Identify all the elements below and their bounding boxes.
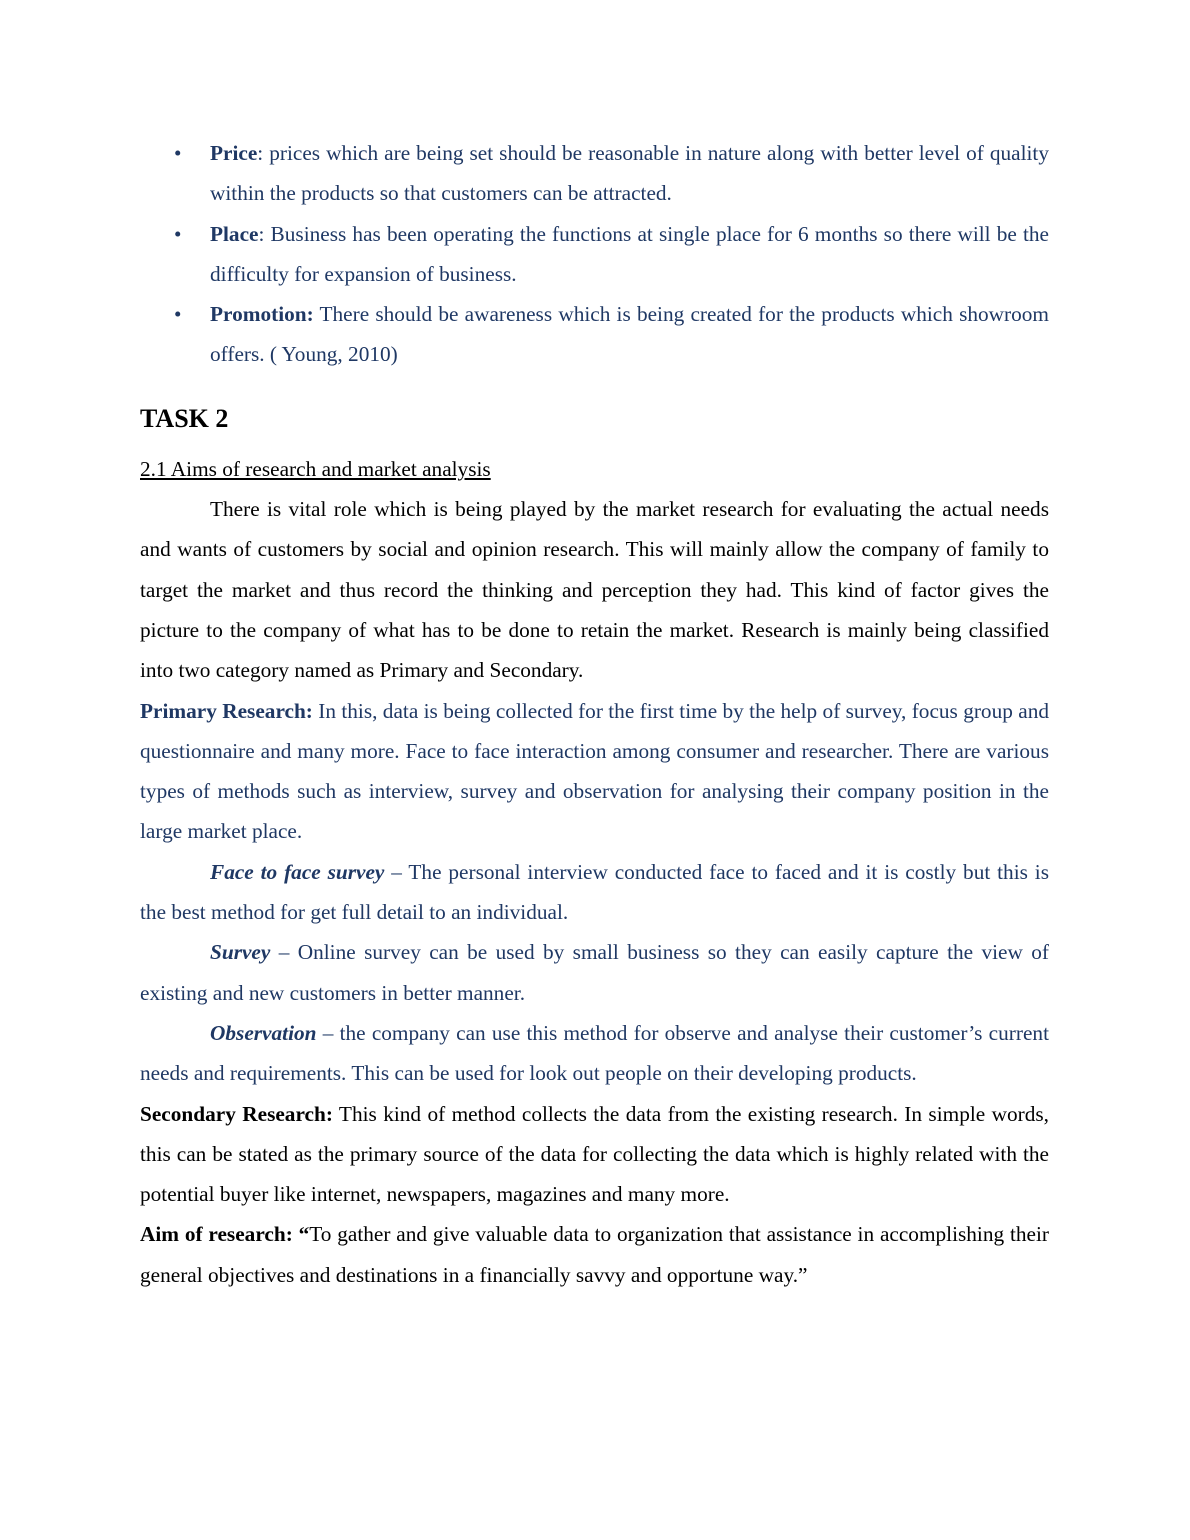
term-place: Place — [210, 221, 259, 246]
list-item-price: • Price: prices which are being set should be reasonable in nature along with better level of quality within the products so that customers can be attracted. — [140, 133, 1049, 214]
bullet-icon: • — [174, 302, 182, 327]
term-promotion: Promotion: — [210, 302, 314, 327]
secondary-research-paragraph: Secondary Research: This kind of method collects the data from the existing research. In simple words, this can be stated as the primary source of the data for collecting the data which is highly related with the potential buyer like internet, newspapers, magazines and many more. — [140, 1101, 1049, 1207]
primary-research-paragraph: Primary Research: In this, data is being collected for the first time by the help of survey, focus group and questionnaire and many more. Face to face interaction among consumer and researcher. There are various types of methods such as interview, survey and observation for analysing their company position in the large market place. — [140, 698, 1049, 844]
marketing-mix-list — [140, 133, 1049, 375]
primary-research-label: Primary Research: — [140, 698, 313, 723]
page-content — [140, 133, 1049, 1295]
method-survey: Survey – Online survey can be used by small business so they can easily capture the view of existing and new customers in better manner. — [140, 940, 1049, 1005]
method-label: Face to face survey — [210, 859, 385, 884]
method-label: Observation — [210, 1020, 317, 1045]
section-heading: 2.1 Aims of research and market analysis — [140, 456, 491, 481]
list-item-promotion — [140, 294, 1049, 375]
bullet-icon: • — [174, 221, 182, 246]
aim-of-research-label: Aim of research: “ — [140, 1222, 310, 1247]
aim-of-research-paragraph: Aim of research: “To gather and give valuable data to organization that assistance in accomplishing their general objectives and destinations in a financially savvy and opportune way.” — [140, 1222, 1049, 1287]
term-price: Price — [210, 141, 258, 165]
method-observation: Observation – the company can use this method for observe and analyse their customer’s current needs and requirements. This can be used for look out people on their developing products. — [140, 1020, 1049, 1086]
task-heading: TASK 2 — [140, 403, 229, 433]
intro-paragraph: There is vital role which is being played by the market research for evaluating the actual needs and wants of customers by social and opinion research. This will mainly allow the company of family to target the market and thus record the thinking and perception they had. This kind of factor gives the picture to the company of what has to be done to retain the market. Research is mainly being classified into two category named as Primary and Secondary. — [140, 497, 1049, 683]
method-face-to-face: Face to face survey – The personal interview conducted face to faced and it is costly but this is the best method for get full detail to an individual. — [140, 859, 1049, 925]
price-text: prices which are being set should be reasonable in nature along with better level of quality within the products so that customers can be attracted. — [210, 141, 1049, 206]
method-label: Survey — [210, 940, 271, 965]
secondary-research-label: Secondary Research: — [140, 1101, 333, 1126]
place-text: Business has been operating the functions at single place for 6 months so there will be the difficulty for expansion of business. — [210, 221, 1049, 286]
list-item-place: • Place: Business has been operating the functions at single place for 6 months so there will be the difficulty for expansion of business. — [140, 214, 1049, 295]
promotion-text: There should be awareness which is being created for the products which showroom offers. ( Young, 2010) — [210, 302, 1049, 367]
bullet-icon: • — [174, 141, 182, 165]
